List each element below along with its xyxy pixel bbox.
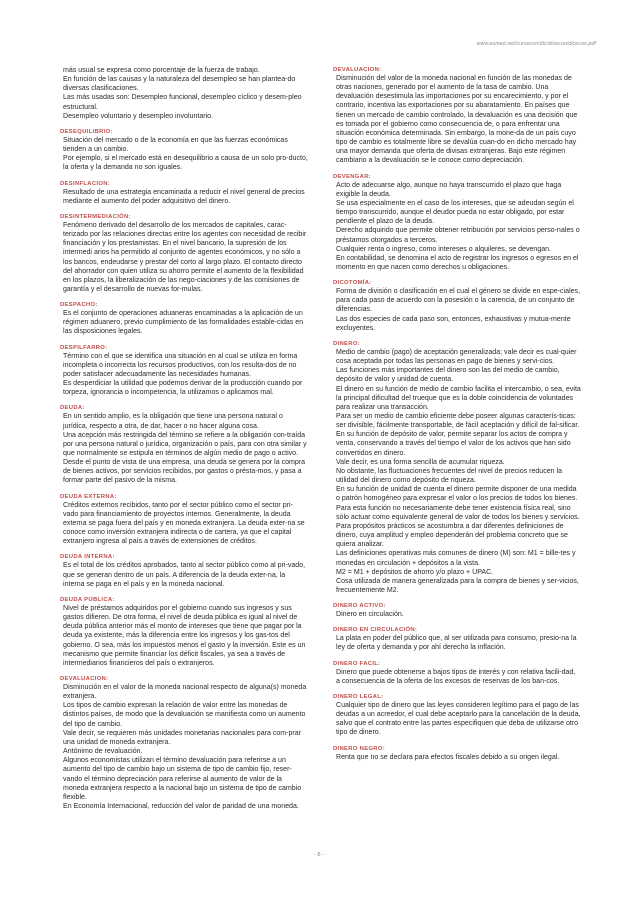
definition-paragraph: Es desperdiciar la utilidad que podemos derivar de la producción cuando por torpeza, ignorancia o incompetencia, la utilizamos o aplicamos mal. — [63, 380, 303, 397]
definition-paragraph: Acto de adecuarse algo, aunque no haya transcurrido el plazo que haga exigible la deuda. — [336, 181, 562, 198]
entry-term: DEUDA: — [60, 405, 85, 412]
entry-definition — [333, 610, 581, 619]
definition-paragraph: Antónimo de revaluación. — [63, 748, 143, 756]
entry-definition — [60, 352, 308, 398]
left-column — [60, 66, 308, 818]
entry-definition — [333, 701, 581, 738]
right-column — [333, 66, 581, 769]
definition-paragraph: Créditos externos recibidos, tanto por el sector público como el sector pri-vado para financiamiento de proyectos internos. Generalmente, la deuda externa se paga fuera del país y en moneda extranjera. La deuda exter-na se conoce como inversión extranjera indirecta o de cartera, ya que el capital extranjero ingresa al país a través de extensiones de créditos. — [63, 501, 305, 546]
entry-term: DICOTOMÍA: — [333, 280, 372, 287]
definition-paragraph: Cosa utilizada de manera generalizada para la compra de bienes y ser-vicios, frecuentemente M2. — [336, 577, 579, 594]
definition-paragraph: ser divisible, fácilmente transportable, de fácil aceptación y difícil de fal-sificar. — [336, 422, 580, 430]
definition-paragraph: En función de las causas y la naturaleza del desempleo se han plantea-do diversas clasificaciones. — [63, 76, 296, 93]
entry-definition — [60, 188, 308, 206]
definition-paragraph: Forma de división o clasificación en el cual el género se divide en espe-ciales, para cada paso de acuerdo con la posesión o la carencia, de un conjunto de diferencias. — [336, 288, 581, 314]
definition-paragraph: Cualquier tipo de dinero que las leyes consideren legítimo para el pago de las deudas a un acreedor, el cual debe aceptarlo para la cancelación de la deuda, salvo que el contrato entre las partes especifiquen que deba de utilizarse otro tipo de dinero. — [336, 701, 581, 737]
glossary-entry — [60, 553, 308, 588]
entry-definition — [60, 221, 308, 294]
definition-paragraph: Vale decir, es una forma sencilla de acumular riqueza. — [336, 458, 505, 466]
definition-paragraph: Derecho adquirido que permite obtener retribución por servicios perso-nales o préstamos otorgados a terceros. — [336, 227, 580, 244]
definition-paragraph: Por ejemplo, si el mercado está en desequilibrio a causa de un solo pro-ducto, la oferta y la demanda no son iguales. — [63, 155, 308, 172]
glossary-entry — [333, 693, 581, 738]
definition-paragraph: Vale decir, se requieren más unidades monetarias nacionales para com-prar una unidad de moneda extranjera. — [63, 729, 302, 746]
glossary-entry — [333, 626, 581, 652]
glossary-entry — [333, 340, 581, 595]
definition-paragraph: Resultado de una estrategia encaminada a reducir el nivel general de precios mediante el aumento del poder adquisitivo del dinero. — [63, 188, 305, 205]
entry-definition — [333, 634, 581, 652]
glossary-entry — [60, 301, 308, 336]
entry-definition — [60, 501, 308, 547]
entry-definition — [60, 604, 308, 668]
definition-paragraph: Se usa especialmente en el caso de los intereses, que se adeudan según el tiempo transcurrido, aunque el deudor pueda no estar obligado, por estar pendiente el plazo de la deuda. — [336, 199, 574, 226]
definition-paragraph: En Economía Internacional, reducción del valor de paridad de una moneda. — [63, 803, 299, 810]
entry-term: DEVALUACION: — [60, 675, 109, 682]
glossary-entry — [60, 675, 308, 811]
definition-paragraph: Los tipos de cambio expresan la relación de valor entre las monedas de distintos países, de modo que la devaluación se manifiesta como un aumento del tipo de cambio. — [63, 702, 306, 728]
header-url: www.eumed.net/cursecon/dic/dicecon/dicecon.pdf — [476, 41, 596, 47]
entry-term: DESEQUILIBRIO: — [60, 128, 113, 135]
entry-term: DINERO NEGRO: — [333, 745, 386, 752]
entry-definition — [60, 309, 308, 336]
definition-paragraph: Situación del mercado o de la economía en que las fuerzas económicas tienden a un cambio. — [63, 136, 288, 154]
entry-term: DINERO ACTIVO: — [333, 603, 386, 610]
entry-definition — [60, 136, 308, 173]
entry-definition — [333, 668, 581, 686]
definition-paragraph: Para propósitos prácticos se acostumbra a dar diferentes definiciones de dinero, cuya amplitud y empleo dependerán del problema concreto que se quiera analizar. — [336, 522, 568, 549]
entry-term: DEUDA PÚBLICA: — [60, 596, 115, 603]
definition-paragraph: Término con el que se identifica una situación en al cual se utiliza en forma incompleta o incorrecta los recursos productivos, con los resulta-dos de no poder satisfacer adecuadamente las necesidades humanas. — [63, 352, 298, 378]
entry-definition — [60, 66, 308, 121]
definition-paragraph: Cualquier renta o ingreso, como intereses o alquileres, se devengan. — [336, 245, 552, 253]
entry-definition — [333, 74, 581, 166]
definition-paragraph: más usual se expresa como porcentaje de la fuerza de trabajo. — [63, 67, 260, 74]
definition-paragraph: Medio de cambio (pago) de aceptación generalizada; vale decir es cual-quier cosa aceptada por todas las personas en pago de bienes y servi-cios. — [336, 348, 577, 366]
definition-paragraph: Dinero en circulación. — [336, 611, 404, 619]
entry-definition — [60, 683, 308, 811]
glossary-entry — [60, 66, 308, 121]
entry-definition — [333, 287, 581, 333]
entry-term: DEUDA INTERNA: — [60, 554, 115, 561]
definition-paragraph: En contabilidad, se denomina el acto de registrar los ingresos o egresos en el momento en que nacen como derechos u obligaciones. — [336, 254, 579, 271]
definition-paragraph: Disminución del valor de la moneda nacional en función de las monedas de otras naciones, generado por el aumento de la tasa de cambio. Una devaluación desestimula las importaciones por su encarecimiento, y por el contrario, incentiva las exportaciones por su abaratamiento. En países que tienen un mercado de cambio controlado, la devaluación es una decisión que es tomada por el gobierno como consecuencia de, o para enfrentar una situación económica determinada. Sin embargo, la mone-da de un país cuyo tipo de cambio es totalmente libre se devalúa cuan-do en dicho mercado hay una mayor demanda que oferta de divisas extranjeras. Bajo este régimen cambiario a la devaluación se le conoce como depreciación. — [336, 75, 578, 165]
entry-term: DEVENGAR: — [333, 173, 372, 180]
page-number: - 8 - — [313, 852, 325, 858]
glossary-entry — [333, 66, 581, 166]
glossary-entry — [60, 213, 308, 294]
entry-definition — [333, 753, 581, 762]
entry-definition — [60, 561, 308, 588]
definition-paragraph: Disminución en el valor de la moneda nacional respecto de alguna(s) moneda extranjera. — [63, 683, 307, 701]
definition-paragraph: Desempleo voluntario y desempleo involuntario. — [63, 112, 214, 120]
definition-paragraph: Dinero que puede obtenerse a bajos tipos de interés y con relativa facili-dad, a consecuencia de la oferta de los excesos de reservas de los ban-cos. — [336, 668, 576, 685]
definition-paragraph: M2 = M1 + depósitos de ahorro y/o plazo + UPAC. — [336, 568, 494, 576]
entry-term: DESINFLACION: — [60, 180, 111, 187]
definition-paragraph: Las dos especies de cada paso son, entonces, exhaustivas y mutua-mente excluyentes. — [336, 315, 571, 332]
glossary-entry — [333, 745, 581, 762]
glossary-entry — [60, 180, 308, 206]
entry-term: DINERO EN CIRCULACIÓN: — [333, 627, 418, 634]
definition-paragraph: Fenómeno derivado del desarrollo de los mercados de capitales, carac-terizado por las relaciones directas entre los agentes con necesidad de recibir financiación y los prestamistas. En el nivel bancario, la supresión de los intermedi arios ha permitido al conjunto de agentes económicos, y no sólo a los bancos, endeudarse y prestar del corto al largo plazo. El contacto directo del ahorrador con quien utiliza su ahorro permite el aumento de la flexibilidad en los plazos, la liberalización de las nego-ciaciones y de las comisiones de garantía y el desarrollo de nuevas for-mulas. — [63, 221, 307, 293]
glossary-entry — [60, 404, 308, 485]
entry-term: DINERO: — [333, 340, 360, 347]
glossary-entry — [60, 344, 308, 398]
definition-paragraph: Desde el punto de vista de una empresa, una deuda se genera por la compra de bienes activos, por servicios recibidos, por gastos o présta-mos, y pasa a formar parte del pasivo de la misma. — [63, 459, 306, 485]
definition-paragraph: Para esta función no necesariamente debe tener existencia física real, sino sólo actuar como equivalente general de valor de todos los bienes y servicios. — [336, 504, 580, 521]
definition-paragraph: La plata en poder del público que, al ser utilizada para consumo, presio-na la ley de oferta y demanda y por ahí derecho la inflación. — [336, 635, 577, 652]
entry-definition — [60, 412, 308, 485]
entry-term: DINERO LEGAL: — [333, 693, 384, 700]
definition-paragraph: Las funciones más importantes del dinero son las del medio de cambio, depósito de valor y unidad de cuenta. — [336, 367, 560, 384]
glossary-entry — [333, 660, 581, 686]
entry-definition — [333, 348, 581, 595]
entry-definition — [333, 181, 581, 273]
entry-term: DEVALUACION: — [333, 67, 382, 73]
definition-paragraph: Algunos economistas utilizan el término devaluación para referirse a un aumento del tipo de cambio bajo un sistema de tipo de cambio fijo, reser-vando el término depreciación para referirse al aumento de valor de la moneda extranjera respecto a la nacional bajo un sistema de tipo de cambio flexible. — [63, 757, 302, 801]
definition-paragraph: En su función de depósito de valor, permite separar los actos de compra y venta, conservando a través del tiempo el valor de los activos que han sido convertidos en dinero. — [336, 431, 571, 457]
glossary-entry — [60, 596, 308, 668]
entry-term: DINERO FACIL: — [333, 660, 381, 667]
entry-term: DESPACHO: — [60, 302, 98, 309]
definition-paragraph: Para ser un medio de cambio eficiente debe poseer algunas caracterís-ticas: — [336, 413, 576, 420]
definition-paragraph: Nivel de préstamos adquiridos por el gobierno cuando sus ingresos y sus gastos difieren. De otra forma, el nivel de deuda pública es igual al nivel de deuda pública anterior más el monto de intereses que tiene que pagar por la deuda ya existente, más la diferencia entre los ingresos y los gas-tos del gobierno. O sea, más los impuestos menos el gasto y la inversión. Este es un mecanismo que permite financiar los déficit fiscales, ya sea a través de intermediarios financieros del país o extranjeros. — [63, 604, 306, 667]
definition-paragraph: El dinero en su función de medio de cambio facilita el intercambio, o sea, evita la principal dificultad del trueque que es la doble coincidencia de voluntades para realizar una transacción. — [336, 385, 581, 411]
definition-paragraph: No obstante, las fluctuaciones frecuentes del nivel de precios reducen la utilidad del dinero como depósito de riqueza. — [336, 467, 563, 485]
definition-paragraph: Es el conjunto de operaciones aduaneras encaminadas a la aplicación de un régimen aduanero, previo cumplimiento de las formalidades estable-cidas en las disposiciones legales. — [63, 310, 304, 336]
definition-paragraph: En un sentido amplio, es la obligación que tiene una persona natural o jurídica, respecto a otra, de dar, hacer o no hacer alguna cosa. — [63, 413, 283, 430]
glossary-entry — [60, 493, 308, 547]
definition-paragraph: Las más usadas son: Desempleo funcional, desempleo cíclico y desem-pleo estructural. — [63, 94, 302, 111]
glossary-entry — [333, 602, 581, 619]
definition-paragraph: Una acepción más restringida del término se refiere a la obligación con-traída por una persona natural o jurídica, organización o país, para con otra similar y que normalmente se estipula en términos de algún medio de pago o activo. — [63, 431, 307, 457]
definition-paragraph: Las definiciones operativas más comunes de dinero (M) son: M1 = bille-tes y monedas en circulación + depósitos a la vista. — [336, 550, 576, 567]
entry-term: DESPILFARRO: — [60, 344, 108, 351]
glossary-entry — [333, 279, 581, 333]
entry-term: DESINTERMEDIACIÓN: — [60, 213, 131, 220]
glossary-entry — [333, 173, 581, 273]
definition-paragraph: En su función de unidad de cuenta el dinero permite disponer de una medida o patrón homogéneo para expresar el valor o los precios de todos los bienes. — [336, 486, 578, 503]
glossary-entry — [60, 128, 308, 173]
definition-paragraph: Renta que no se declara para efectos fiscales debido a su origen ilegal. — [336, 753, 560, 761]
definition-paragraph: Es el total de los créditos aprobados, tanto al sector público como al pri-vado, que se generan dentro de un país. A diferencia de la deuda exter-na, la interna se paga en el país y en la moneda nacional. — [63, 562, 306, 588]
entry-term: DEUDA EXTERNA: — [60, 493, 117, 500]
